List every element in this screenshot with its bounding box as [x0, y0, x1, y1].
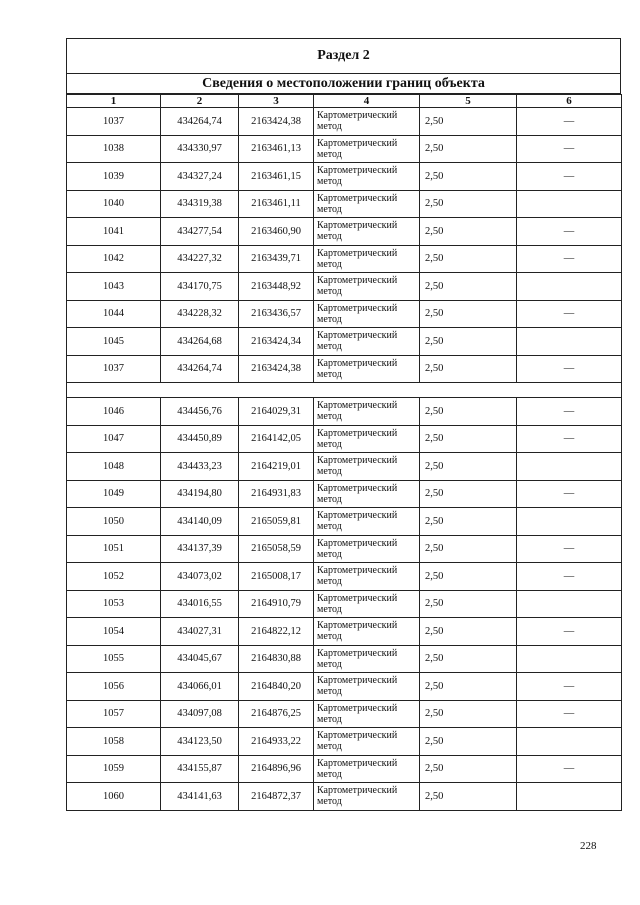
accuracy-cell: 2,50	[420, 163, 517, 191]
column6-cell: —	[517, 480, 622, 508]
table-row	[67, 425, 622, 453]
accuracy-cell: 2,50	[420, 508, 517, 536]
table-row	[67, 300, 622, 328]
x-coordinate-cell: 434264,74	[161, 108, 239, 136]
method-cell: Картометрический метод	[314, 328, 420, 356]
method-cell: Картометрический метод	[314, 783, 420, 811]
column-header: 1	[67, 95, 161, 108]
accuracy-cell: 2,50	[420, 783, 517, 811]
point-number-cell: 1058	[67, 728, 161, 756]
x-coordinate-cell: 434155,87	[161, 755, 239, 783]
header-row	[67, 95, 622, 108]
y-coordinate-cell: 2163460,90	[239, 218, 314, 246]
y-coordinate-cell: 2165059,81	[239, 508, 314, 536]
method-cell: Картометрический метод	[314, 108, 420, 136]
table-row	[67, 535, 622, 563]
y-coordinate-cell: 2164910,79	[239, 590, 314, 618]
y-coordinate-cell: 2164830,88	[239, 645, 314, 673]
point-number-cell: 1047	[67, 425, 161, 453]
method-cell: Картометрический метод	[314, 508, 420, 536]
method-cell: Картометрический метод	[314, 535, 420, 563]
table-row	[67, 508, 622, 536]
method-cell: Картометрический метод	[314, 728, 420, 756]
x-coordinate-cell: 434073,02	[161, 563, 239, 591]
point-number-cell: 1057	[67, 700, 161, 728]
y-coordinate-cell: 2164896,96	[239, 755, 314, 783]
point-number-cell: 1056	[67, 673, 161, 701]
method-cell: Картометрический метод	[314, 645, 420, 673]
point-number-cell: 1046	[67, 398, 161, 426]
table-row	[67, 328, 622, 356]
column6-cell: —	[517, 563, 622, 591]
x-coordinate-cell: 434016,55	[161, 590, 239, 618]
point-number-cell: 1037	[67, 355, 161, 383]
column-header: 3	[239, 95, 314, 108]
x-coordinate-cell: 434264,68	[161, 328, 239, 356]
y-coordinate-cell: 2164931,83	[239, 480, 314, 508]
accuracy-cell: 2,50	[420, 645, 517, 673]
method-cell: Картометрический метод	[314, 590, 420, 618]
table-row	[67, 398, 622, 426]
point-number-cell: 1051	[67, 535, 161, 563]
point-number-cell: 1048	[67, 453, 161, 481]
table-subtitle-text: Сведения о местоположении границ объекта	[202, 75, 485, 91]
method-cell: Картометрический метод	[314, 480, 420, 508]
x-coordinate-cell: 434456,76	[161, 398, 239, 426]
y-coordinate-cell: 2163461,15	[239, 163, 314, 191]
column-header: 6	[517, 95, 622, 108]
x-coordinate-cell: 434227,32	[161, 245, 239, 273]
table-row	[67, 480, 622, 508]
column6-cell: —	[517, 108, 622, 136]
accuracy-cell: 2,50	[420, 453, 517, 481]
method-cell: Картометрический метод	[314, 563, 420, 591]
column6-cell	[517, 645, 622, 673]
table-row	[67, 700, 622, 728]
accuracy-cell: 2,50	[420, 273, 517, 301]
x-coordinate-cell: 434264,74	[161, 355, 239, 383]
point-number-cell: 1044	[67, 300, 161, 328]
method-cell: Картометрический метод	[314, 190, 420, 218]
gap-cell	[67, 383, 622, 398]
column6-cell: —	[517, 355, 622, 383]
column6-cell: —	[517, 398, 622, 426]
x-coordinate-cell: 434097,08	[161, 700, 239, 728]
accuracy-cell: 2,50	[420, 425, 517, 453]
method-cell: Картометрический метод	[314, 700, 420, 728]
method-cell: Картометрический метод	[314, 135, 420, 163]
y-coordinate-cell: 2164876,25	[239, 700, 314, 728]
point-number-cell: 1037	[67, 108, 161, 136]
table-row	[67, 590, 622, 618]
column6-cell	[517, 590, 622, 618]
column6-cell: —	[517, 673, 622, 701]
x-coordinate-cell: 434228,32	[161, 300, 239, 328]
method-cell: Картометрический метод	[314, 398, 420, 426]
point-number-cell: 1053	[67, 590, 161, 618]
column6-cell	[517, 328, 622, 356]
point-number-cell: 1040	[67, 190, 161, 218]
column6-cell: —	[517, 755, 622, 783]
table-row	[67, 163, 622, 191]
accuracy-cell: 2,50	[420, 480, 517, 508]
method-cell: Картометрический метод	[314, 618, 420, 646]
y-coordinate-cell: 2165058,59	[239, 535, 314, 563]
y-coordinate-cell: 2163461,11	[239, 190, 314, 218]
x-coordinate-cell: 434277,54	[161, 218, 239, 246]
x-coordinate-cell: 434170,75	[161, 273, 239, 301]
column6-cell	[517, 190, 622, 218]
y-coordinate-cell: 2164219,01	[239, 453, 314, 481]
column6-cell: —	[517, 618, 622, 646]
point-number-cell: 1060	[67, 783, 161, 811]
accuracy-cell: 2,50	[420, 755, 517, 783]
y-coordinate-cell: 2164840,20	[239, 673, 314, 701]
x-coordinate-cell: 434319,38	[161, 190, 239, 218]
y-coordinate-cell: 2164142,05	[239, 425, 314, 453]
column6-cell: —	[517, 135, 622, 163]
column6-cell	[517, 508, 622, 536]
point-number-cell: 1059	[67, 755, 161, 783]
point-number-cell: 1043	[67, 273, 161, 301]
table-row	[67, 783, 622, 811]
accuracy-cell: 2,50	[420, 618, 517, 646]
table-row	[67, 755, 622, 783]
accuracy-cell: 2,50	[420, 245, 517, 273]
accuracy-cell: 2,50	[420, 590, 517, 618]
table-row	[67, 355, 622, 383]
accuracy-cell: 2,50	[420, 218, 517, 246]
point-number-cell: 1045	[67, 328, 161, 356]
method-cell: Картометрический метод	[314, 163, 420, 191]
table-subtitle	[66, 74, 621, 94]
x-coordinate-cell: 434066,01	[161, 673, 239, 701]
column-header: 2	[161, 95, 239, 108]
method-cell: Картометрический метод	[314, 355, 420, 383]
column6-cell: —	[517, 300, 622, 328]
y-coordinate-cell: 2163424,38	[239, 108, 314, 136]
x-coordinate-cell: 434123,50	[161, 728, 239, 756]
y-coordinate-cell: 2163439,71	[239, 245, 314, 273]
table-row	[67, 190, 622, 218]
column-header: 4	[314, 95, 420, 108]
point-number-cell: 1055	[67, 645, 161, 673]
table-row	[67, 645, 622, 673]
table-row	[67, 218, 622, 246]
table-row	[67, 135, 622, 163]
method-cell: Картометрический метод	[314, 755, 420, 783]
accuracy-cell: 2,50	[420, 108, 517, 136]
table-row	[67, 673, 622, 701]
column6-cell: —	[517, 218, 622, 246]
point-number-cell: 1052	[67, 563, 161, 591]
method-cell: Картометрический метод	[314, 218, 420, 246]
section-title	[66, 38, 621, 74]
x-coordinate-cell: 434027,31	[161, 618, 239, 646]
method-cell: Картометрический метод	[314, 245, 420, 273]
x-coordinate-cell: 434194,80	[161, 480, 239, 508]
accuracy-cell: 2,50	[420, 673, 517, 701]
y-coordinate-cell: 2164872,37	[239, 783, 314, 811]
section-title-text: Раздел 2	[317, 48, 370, 63]
method-cell: Картометрический метод	[314, 453, 420, 481]
x-coordinate-cell: 434140,09	[161, 508, 239, 536]
point-number-cell: 1042	[67, 245, 161, 273]
y-coordinate-cell: 2164933,22	[239, 728, 314, 756]
accuracy-cell: 2,50	[420, 700, 517, 728]
column6-cell: —	[517, 535, 622, 563]
table-row	[67, 563, 622, 591]
method-cell: Картометрический метод	[314, 300, 420, 328]
point-number-cell: 1039	[67, 163, 161, 191]
method-cell: Картометрический метод	[314, 273, 420, 301]
x-coordinate-cell: 434045,67	[161, 645, 239, 673]
point-number-cell: 1054	[67, 618, 161, 646]
coordinates-table	[66, 94, 622, 811]
column6-cell: —	[517, 425, 622, 453]
column-header: 5	[420, 95, 517, 108]
y-coordinate-cell: 2163424,34	[239, 328, 314, 356]
y-coordinate-cell: 2164029,31	[239, 398, 314, 426]
x-coordinate-cell: 434450,89	[161, 425, 239, 453]
x-coordinate-cell: 434327,24	[161, 163, 239, 191]
x-coordinate-cell: 434330,97	[161, 135, 239, 163]
accuracy-cell: 2,50	[420, 190, 517, 218]
y-coordinate-cell: 2164822,12	[239, 618, 314, 646]
point-number-cell: 1050	[67, 508, 161, 536]
accuracy-cell: 2,50	[420, 328, 517, 356]
accuracy-cell: 2,50	[420, 300, 517, 328]
method-cell: Картометрический метод	[314, 425, 420, 453]
y-coordinate-cell: 2165008,17	[239, 563, 314, 591]
accuracy-cell: 2,50	[420, 355, 517, 383]
point-number-cell: 1049	[67, 480, 161, 508]
y-coordinate-cell: 2163461,13	[239, 135, 314, 163]
y-coordinate-cell: 2163436,57	[239, 300, 314, 328]
column6-cell	[517, 783, 622, 811]
table-row	[67, 618, 622, 646]
table-row	[67, 108, 622, 136]
page-number: 228	[580, 840, 597, 852]
table-row	[67, 245, 622, 273]
x-coordinate-cell: 434433,23	[161, 453, 239, 481]
accuracy-cell: 2,50	[420, 563, 517, 591]
point-number-cell: 1038	[67, 135, 161, 163]
point-number-cell: 1041	[67, 218, 161, 246]
column6-cell: —	[517, 700, 622, 728]
accuracy-cell: 2,50	[420, 535, 517, 563]
column6-cell: —	[517, 163, 622, 191]
x-coordinate-cell: 434137,39	[161, 535, 239, 563]
method-cell: Картометрический метод	[314, 673, 420, 701]
y-coordinate-cell: 2163424,38	[239, 355, 314, 383]
accuracy-cell: 2,50	[420, 135, 517, 163]
column6-cell	[517, 273, 622, 301]
column6-cell: —	[517, 245, 622, 273]
column6-cell	[517, 453, 622, 481]
column6-cell	[517, 728, 622, 756]
accuracy-cell: 2,50	[420, 398, 517, 426]
accuracy-cell: 2,50	[420, 728, 517, 756]
table-row	[67, 728, 622, 756]
table-row	[67, 273, 622, 301]
table-gap-row	[67, 383, 622, 398]
y-coordinate-cell: 2163448,92	[239, 273, 314, 301]
table-row	[67, 453, 622, 481]
x-coordinate-cell: 434141,63	[161, 783, 239, 811]
